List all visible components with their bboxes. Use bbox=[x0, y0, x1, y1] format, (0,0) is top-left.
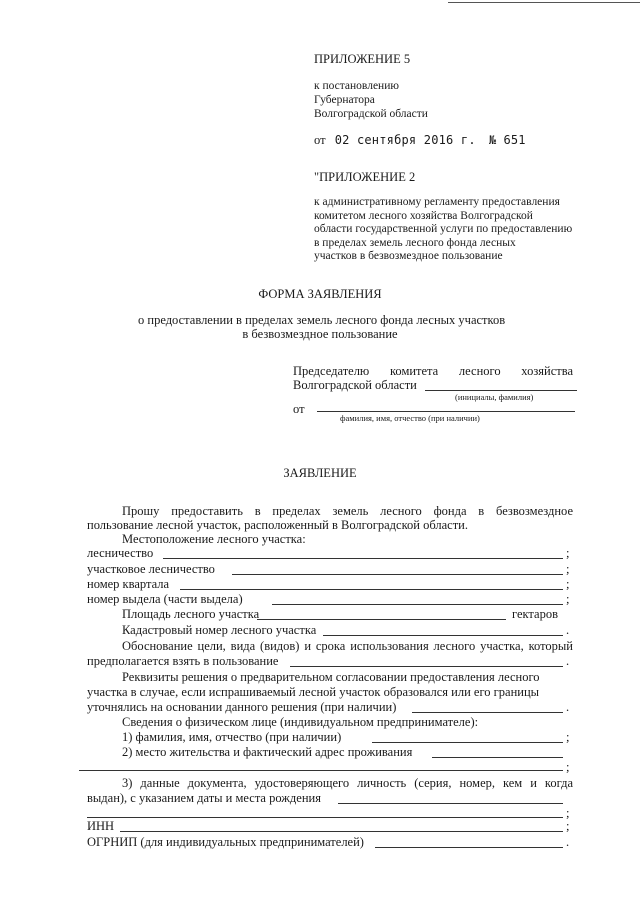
purpose-field[interactable] bbox=[290, 666, 563, 667]
doc-field[interactable] bbox=[338, 803, 563, 804]
decree-number: 651 bbox=[503, 133, 526, 147]
fio-field[interactable] bbox=[372, 742, 563, 743]
statement-intro-1: Прошу предоставить в пределах земель лесного фонда в безвозмездное bbox=[122, 504, 573, 518]
purpose-line-2: предполагается взять в пользование bbox=[87, 654, 279, 668]
statement-intro-2: пользование лесной участок, расположенный в Волгоградской области. bbox=[87, 518, 468, 532]
residence-field[interactable] bbox=[432, 757, 563, 758]
forestry-semicolon: ; bbox=[566, 546, 570, 560]
appendix5-date-row bbox=[314, 133, 526, 147]
requisites-dot: . bbox=[566, 700, 570, 714]
district-forestry-field[interactable] bbox=[232, 574, 563, 575]
purpose-dot: . bbox=[566, 654, 570, 668]
quarter-label: номер квартала bbox=[87, 577, 170, 591]
inn-label: ИНН bbox=[87, 819, 115, 833]
form-subtitle-2: в безвозмездное пользование bbox=[242, 327, 398, 341]
residence-label: 2) место жительства и фактический адрес проживания bbox=[122, 745, 413, 759]
addressee-line1: Председателю комитета лесного хозяйства bbox=[293, 364, 573, 378]
cadastral-field[interactable] bbox=[323, 635, 563, 636]
statement-title: ЗАЯВЛЕНИЕ bbox=[283, 466, 357, 480]
initials-hint: (инициалы, фамилия) bbox=[455, 392, 534, 402]
quarter-semicolon: ; bbox=[566, 577, 570, 591]
form-title: ФОРМА ЗАЯВЛЕНИЯ bbox=[258, 287, 382, 301]
decree-date: 02 сентября 2016 г. bbox=[334, 133, 476, 147]
forestry-label: лесничество bbox=[87, 546, 154, 560]
area-label: Площадь лесного участка bbox=[122, 607, 260, 621]
appendix2-line-2: области государственной услуги по предоставлению bbox=[314, 223, 573, 235]
appendix2-title: "ПРИЛОЖЕНИЕ 2 bbox=[314, 170, 416, 184]
ogrnip-field[interactable] bbox=[375, 847, 563, 848]
appendix5-line2: Губернатора bbox=[314, 94, 375, 106]
number-prefix: № bbox=[488, 133, 497, 147]
forestry-field[interactable] bbox=[163, 558, 563, 559]
residence-field-2[interactable] bbox=[79, 770, 563, 771]
applicant-name-line[interactable] bbox=[317, 411, 575, 412]
allotment-label: номер выдела (части выдела) bbox=[87, 592, 243, 606]
requisites-line-2: участка в случае, если испрашиваемый лесной участок образовался или его границы bbox=[87, 685, 540, 699]
fio-label: 1) фамилия, имя, отчество (при наличии) bbox=[122, 730, 342, 744]
appendix2-line-4: участков в безвозмездное пользование bbox=[314, 250, 503, 262]
doc-field-2[interactable] bbox=[87, 817, 563, 818]
requisites-line-3: уточнялись на основании данного решения (при наличии) bbox=[87, 700, 397, 714]
doc-semicolon: ; bbox=[566, 806, 570, 820]
doc-line-1: 3) данные документа, удостоверяющего личность (серия, номер, кем и когда bbox=[122, 776, 573, 790]
fio-semicolon: ; bbox=[566, 730, 570, 744]
appendix2-line-0: к административному регламенту предоставления bbox=[314, 196, 560, 208]
allotment-semicolon: ; bbox=[566, 592, 570, 606]
applicant-name-hint: фамилия, имя, отчество (при наличии) bbox=[340, 413, 480, 423]
addressee-line2: Волгоградской области bbox=[293, 378, 417, 392]
area-field[interactable] bbox=[257, 619, 506, 620]
inn-semicolon: ; bbox=[566, 819, 570, 833]
district-forestry-semicolon: ; bbox=[566, 562, 570, 576]
form-subtitle-1: о предоставлении в пределах земель лесного фонда лесных участков bbox=[138, 313, 506, 327]
ogrnip-label: ОГРНИП (для индивидуальных предпринимателей) bbox=[87, 835, 364, 849]
requisites-line-1: Реквизиты решения о предварительном согласовании предоставления лесного bbox=[122, 670, 540, 684]
location-label: Местоположение лесного участка: bbox=[122, 532, 306, 546]
appendix5-line3: Волгоградской области bbox=[314, 108, 428, 120]
top-edge-line bbox=[448, 2, 640, 3]
district-forestry-label: участковое лесничество bbox=[87, 562, 215, 576]
from-label: от bbox=[293, 402, 305, 416]
date-prefix: от bbox=[314, 133, 326, 147]
initials-line[interactable] bbox=[425, 390, 577, 391]
appendix5-title: ПРИЛОЖЕНИЕ 5 bbox=[314, 52, 411, 66]
quarter-field[interactable] bbox=[180, 589, 563, 590]
residence-semicolon: ; bbox=[566, 760, 570, 774]
allotment-field[interactable] bbox=[272, 604, 563, 605]
appendix2-line-1: комитетом лесного хозяйства Волгоградской bbox=[314, 210, 533, 222]
cadastral-label: Кадастровый номер лесного участка bbox=[122, 623, 317, 637]
purpose-line-1: Обоснование цели, вида (видов) и срока использования лесного участка, который bbox=[122, 639, 573, 653]
ogrnip-dot: . bbox=[566, 835, 570, 849]
appendix5-line1: к постановлению bbox=[314, 80, 399, 92]
requisites-field[interactable] bbox=[412, 712, 563, 713]
doc-line-2: выдан), с указанием даты и места рождения bbox=[87, 791, 321, 805]
hectares-label: гектаров bbox=[512, 607, 558, 621]
inn-field[interactable] bbox=[120, 831, 563, 832]
cadastral-dot: . bbox=[566, 623, 570, 637]
person-label: Сведения о физическом лице (индивидуальном предпринимателе): bbox=[122, 715, 479, 729]
appendix2-line-3: в пределах земель лесного фонда лесных bbox=[314, 237, 516, 249]
